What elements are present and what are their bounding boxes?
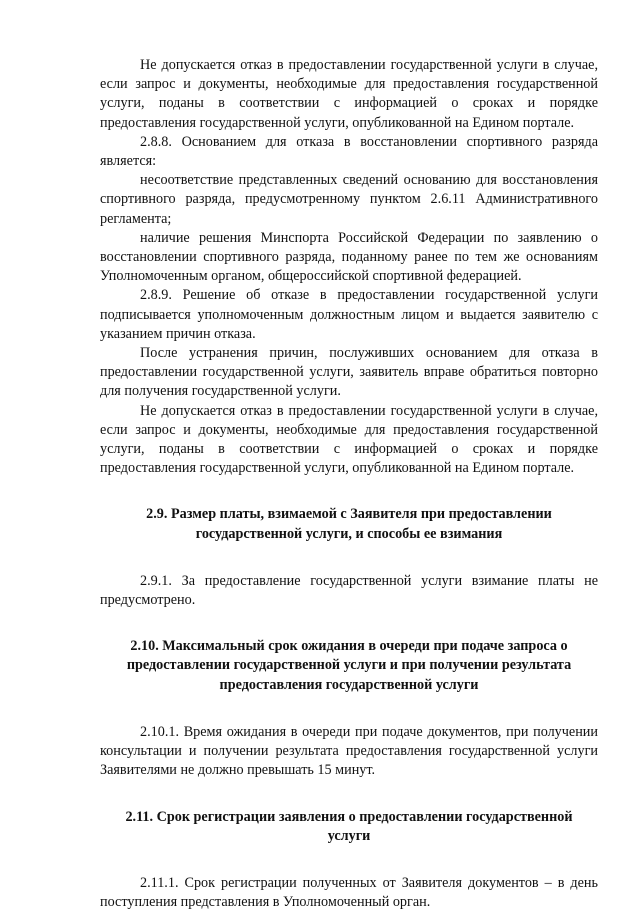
section-heading-2-11: 2.11. Срок регистрации заявления о предоставлении государственной услуги — [125, 808, 573, 844]
paragraph-2-9-1: 2.9.1. За предоставление государственной услуги взимание платы не предусмотрено. — [100, 572, 598, 609]
spacer — [100, 544, 598, 572]
paragraph-refusal-not-allowed-1: Не допускается отказ в предоставлении государственной услуги в случае, если запрос и документы, необходимые для предоставления государственной услуги, поданы в соответствии с информацией о сроках и порядке предоставления государственной услуги, опубликованной на Едином портале. — [100, 57, 598, 131]
spacer — [100, 781, 598, 808]
paragraph-after-elimination: После устранения причин, послуживших основанием для отказа в предоставлении государственной услуги, заявитель вправе обратиться повторно для получения государственной услуги. — [100, 345, 598, 400]
paragraph-2-8-9: 2.8.9. Решение об отказе в предоставлении государственной услуги подписывается уполномоченным должностным лицом и выдается заявителю с указанием причин отказа. — [100, 287, 598, 342]
paragraph-2-8-8: 2.8.8. Основанием для отказа в восстановлении спортивного разряда является: — [100, 133, 598, 170]
paragraph-2-11-1: 2.11.1. Срок регистрации полученных от Заявителя документов – в день поступления представления в Уполномоченный орган. — [100, 874, 598, 911]
section-heading-2-10: 2.10. Максимальный срок ожидания в очереди при подаче запроса о предоставлении государственной услуги и при получении результата предоставления государственной услуги — [126, 638, 572, 693]
paragraph-existing-decision: наличие решения Минспорта Российской Федерации по заявлению о восстановлении спортивного разряда, поданному ранее по тем же основаниям Уполномоченным органом, общероссийской спортивной федерацией. — [100, 229, 598, 285]
paragraph-2-10-1: 2.10.1. Время ожидания в очереди при подаче документов, при получении консультации и получении результата предоставления государственной услуги Заявителями не должно превышать 15 минут. — [100, 723, 598, 779]
spacer — [100, 695, 598, 723]
paragraph-refusal-not-allowed-2: Не допускается отказ в предоставлении государственной услуги в случае, если запрос и документы, необходимые для предоставления государственной услуги, поданы в соответствии с информацией о сроках и порядке предоставления государственной услуги, опубликованной на Едином портале. — [100, 402, 598, 477]
paragraph-mismatch: несоответствие представленных сведений основанию для восстановления спортивного разряда, предусмотренному пунктом 2.6.11 Административного регламента; — [100, 172, 598, 227]
section-heading-2-9: 2.9. Размер платы, взимаемой с Заявителя при предоставлении государственной услуги, и способы ее взимания — [146, 506, 552, 542]
spacer — [100, 478, 598, 505]
spacer — [100, 610, 598, 637]
spacer — [100, 846, 598, 874]
